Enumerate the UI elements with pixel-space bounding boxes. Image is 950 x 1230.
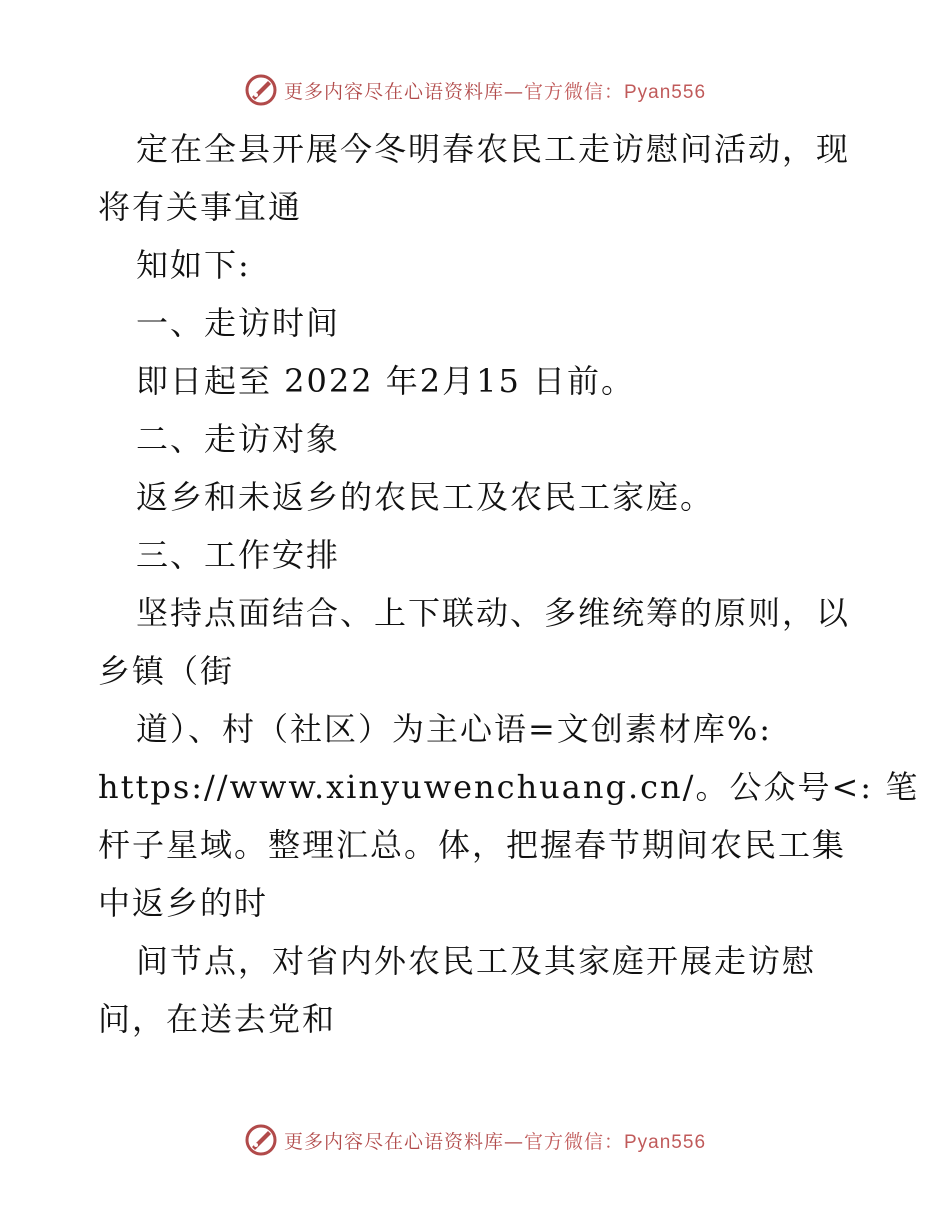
doc-line-9: 坚持点面结合、上下联动、多维统筹的原则，以 xyxy=(136,594,851,632)
doc-line-13: 杆子星域。整理汇总。体，把握春节期间农民工集 xyxy=(98,826,847,864)
footer-banner-wechat: 官方微信：Pyan556 xyxy=(524,1131,707,1153)
document-body xyxy=(98,120,920,1048)
doc-line-11: 道）、村（社区）为主心语=文创素材库%: xyxy=(136,710,773,748)
doc-line-3: 知如下: xyxy=(136,246,251,284)
doc-line-2: 将有关事宜通 xyxy=(98,188,303,226)
section-heading-time: 一、走访时间 xyxy=(136,304,341,342)
pen-logo-icon xyxy=(244,1123,278,1157)
doc-line-15: 间节点，对省内外农民工及其家庭开展走访慰 xyxy=(136,942,817,980)
doc-line-7: 返乡和未返乡的农民工及农民工家庭。 xyxy=(136,478,715,516)
footer-banner xyxy=(0,1120,950,1160)
section-heading-target: 二、走访对象 xyxy=(136,420,341,458)
header-banner-text xyxy=(284,77,706,104)
pen-logo-icon xyxy=(244,73,278,107)
header-banner-wechat: 官方微信：Pyan556 xyxy=(524,81,707,103)
section-heading-arrangement: 三、工作安排 xyxy=(136,536,341,574)
footer-banner-text xyxy=(284,1127,706,1154)
footer-banner-title: 更多内容尽在心语资料库— xyxy=(283,1130,524,1153)
doc-line-5: 即日起至 2022 年2月15 日前。 xyxy=(136,362,636,400)
header-banner-title: 更多内容尽在心语资料库— xyxy=(283,80,524,103)
doc-line-10: 乡镇（街 xyxy=(98,652,235,690)
doc-line-12: https://www.xinyuwenchuang.cn/。公众号<: 笔 xyxy=(98,768,920,806)
header-banner xyxy=(0,70,950,110)
doc-line-16: 问，在送去党和 xyxy=(98,1000,337,1038)
doc-line-1: 定在全县开展今冬明春农民工走访慰问活动，现 xyxy=(136,130,851,168)
doc-line-14: 中返乡的时 xyxy=(98,884,269,922)
